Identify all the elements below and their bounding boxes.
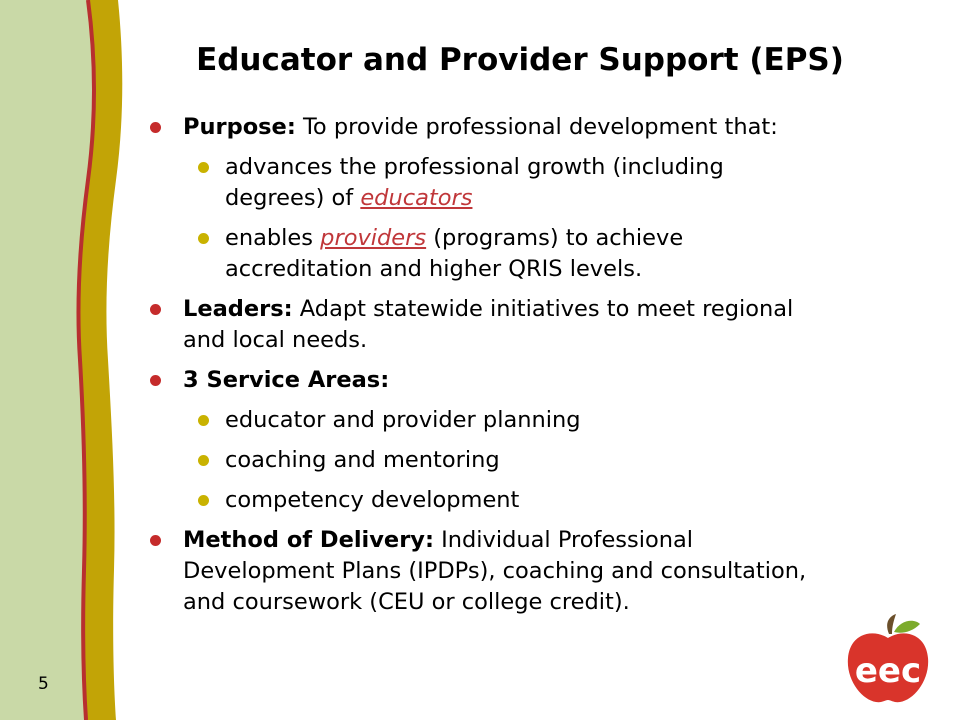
bullet-service-areas bbox=[148, 365, 828, 516]
delivery-text: Individual Professional Development Plans (IPDPs), coaching and consultation, and coursework (CEU or college credit). bbox=[183, 527, 807, 615]
bullet-purpose bbox=[148, 112, 828, 285]
sub-bullet-educators bbox=[183, 152, 828, 214]
bullet-list bbox=[148, 112, 828, 618]
sub-bullet-providers bbox=[183, 223, 828, 285]
providers-link[interactable]: providers bbox=[320, 225, 427, 251]
delivery-label: Method of Delivery: bbox=[183, 527, 434, 553]
sub-bullet-text: (programs) to achieve accreditation and higher QRIS levels. bbox=[225, 225, 684, 282]
red-bullet-icon bbox=[150, 122, 161, 133]
gold-bullet-icon bbox=[198, 495, 209, 506]
gold-bullet-icon bbox=[198, 415, 209, 426]
slide-content bbox=[148, 112, 828, 627]
gold-bullet-icon bbox=[198, 455, 209, 466]
service-area-text: educator and provider planning bbox=[225, 407, 581, 433]
leaders-label: Leaders: bbox=[183, 296, 293, 322]
purpose-label: Purpose: bbox=[183, 114, 296, 140]
service-areas-sublist bbox=[183, 405, 828, 516]
service-area-text: competency development bbox=[225, 487, 520, 513]
purpose-text: To provide professional development that: bbox=[295, 114, 778, 140]
service-area-item bbox=[183, 405, 828, 436]
educators-link[interactable]: educators bbox=[360, 185, 473, 211]
bullet-leaders bbox=[148, 294, 828, 356]
leaders-text: Adapt statewide initiatives to meet regional and local needs. bbox=[183, 296, 794, 353]
service-area-item bbox=[183, 445, 828, 476]
gold-bullet-icon bbox=[198, 162, 209, 173]
purpose-sublist bbox=[183, 152, 828, 285]
bullet-delivery bbox=[148, 525, 828, 618]
red-bullet-icon bbox=[150, 375, 161, 386]
gold-bullet-icon bbox=[198, 233, 209, 244]
red-bullet-icon bbox=[150, 304, 161, 315]
apple-logo-icon bbox=[842, 614, 934, 706]
service-areas-label: 3 Service Areas: bbox=[183, 367, 390, 393]
page-number: 5 bbox=[38, 674, 49, 694]
left-decoration bbox=[0, 0, 140, 720]
sub-bullet-text: enables bbox=[225, 225, 321, 251]
service-area-text: coaching and mentoring bbox=[225, 447, 500, 473]
red-bullet-icon bbox=[150, 535, 161, 546]
service-area-item bbox=[183, 485, 828, 516]
slide-title: Educator and Provider Support (EPS) bbox=[196, 42, 844, 78]
logo-text: eec bbox=[854, 651, 922, 691]
sub-bullet-text: advances the professional growth (including degrees) of bbox=[225, 154, 724, 211]
